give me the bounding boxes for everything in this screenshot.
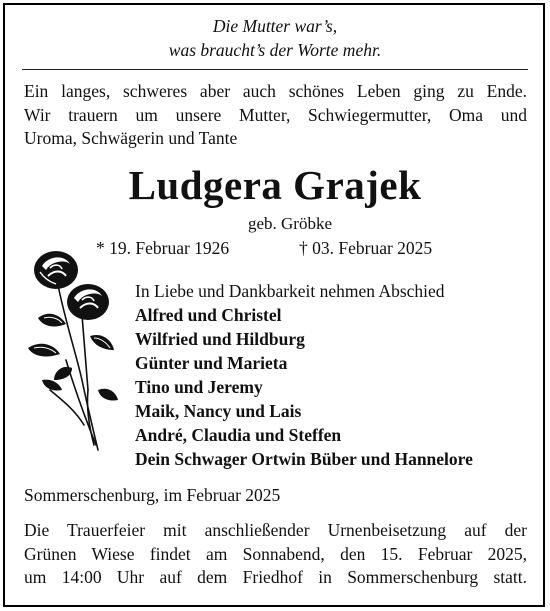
birth-date: * 19. Februar 1926 — [96, 238, 230, 258]
deceased-name: Ludgera Grajek — [128, 162, 422, 208]
maiden-name: geb. Gröbke — [247, 214, 333, 233]
mourner-family: Maik, Nancy und Lais — [135, 401, 302, 421]
motto-line: Die Mutter war’s, — [212, 16, 338, 36]
mourner-family: André, Claudia und Steffen — [135, 425, 342, 445]
mourner-family: Wilfried und Hildburg — [135, 329, 305, 349]
mourner-family: Dein Schwager Ortwin Büber und Hannelore — [135, 449, 473, 469]
mourner-family: Alfred und Christel — [135, 305, 282, 325]
service-line: Die Trauerfeier mit anschließender Urnenbeisetzung auf der — [24, 520, 527, 540]
motto-line: was braucht’s der Worte mehr. — [168, 40, 382, 60]
motto — [0, 14, 550, 62]
intro-line: Ein langes, schweres aber auch schönes Leben ging zu Ende. — [24, 81, 527, 101]
service-line: Grünen Wiese findet am Sonnabend, den 15. Februar 2025, — [24, 543, 527, 564]
service-info — [24, 519, 527, 590]
intro-text — [24, 80, 527, 151]
mourner-family: Tino und Jeremy — [135, 377, 263, 397]
mourners-lead: In Liebe und Dankbarkeit nehmen Abschied — [135, 281, 445, 301]
divider — [22, 69, 528, 70]
mourner-family: Günter und Marieta — [135, 353, 288, 373]
place-date: Sommerschenburg, im Februar 2025 — [24, 485, 281, 505]
rose-icon — [20, 240, 135, 455]
intro-line: Uroma, Schwägerin und Tante — [24, 128, 238, 148]
mourners-list — [135, 279, 530, 471]
death-date: † 03. Februar 2025 — [299, 238, 433, 258]
service-line: um 14:00 Uhr auf dem Friedhof in Sommerschenburg statt. — [24, 567, 527, 587]
intro-line: Wir trauern um unsere Mutter, Schwiegermutter, Oma und — [24, 104, 527, 125]
